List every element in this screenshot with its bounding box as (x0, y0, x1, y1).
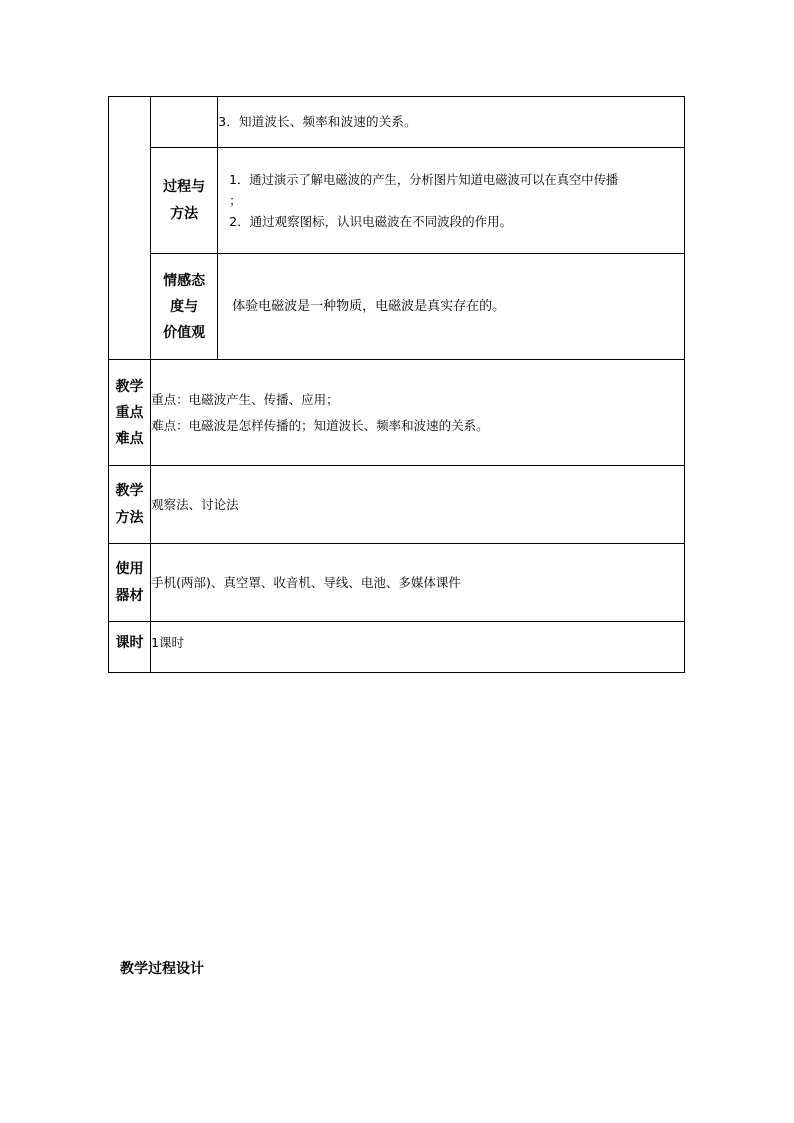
attitude-values-label (151, 254, 218, 360)
equipment-text: 手机(两部)、真空罩、收音机、导线、电池、多媒体课件 (151, 574, 461, 590)
attitude-label-line2: 度与 (170, 298, 199, 315)
equipment-label-line2: 器材 (115, 587, 144, 604)
knowledge-label-cell (151, 97, 218, 148)
equipment-label-line1: 使用 (115, 560, 144, 577)
lesson-plan-table (108, 96, 685, 673)
equipment-content (151, 544, 685, 622)
knowledge-item-3-text: 3．知道波长、频率和波速的关系。 (218, 114, 417, 129)
table-row (109, 148, 685, 254)
knowledge-item-3 (218, 97, 685, 148)
key-points-label (109, 360, 151, 466)
key-points-content (151, 360, 685, 466)
process-method-label (151, 148, 218, 254)
attitude-text: 体验电磁波是一种物质，电磁波是真实存在的。 (232, 298, 506, 314)
process-label-line2: 方法 (170, 205, 199, 222)
attitude-label-line1: 情感态 (163, 272, 206, 289)
table-row (109, 360, 685, 466)
objectives-label-cell (109, 97, 151, 360)
focus-text: 重点：电磁波产生、传播、应用； (151, 391, 339, 407)
methods-label (109, 466, 151, 544)
duration-content (151, 622, 685, 673)
equipment-label (109, 544, 151, 622)
key-points-label-line3: 难点 (115, 430, 144, 447)
attitude-label-line3: 价值观 (163, 324, 206, 341)
methods-label-line1: 教学 (115, 482, 144, 499)
methods-text: 观察法、讨论法 (151, 496, 239, 512)
process-item-2: 2．通过观察图标，认识电磁波在不同波段的作用。 (229, 213, 513, 229)
section-title: 教学过程设计 (120, 961, 204, 977)
key-points-label-line1: 教学 (115, 378, 144, 395)
table-row (109, 622, 685, 673)
duration-label (109, 622, 151, 673)
process-method-content (218, 148, 685, 254)
table-row (109, 544, 685, 622)
table-row (109, 466, 685, 544)
duration-label-text: 课时 (115, 635, 144, 651)
duration-text: 1课时 (151, 635, 185, 650)
methods-content (151, 466, 685, 544)
difficulty-text: 难点：电磁波是怎样传播的；知道波长、频率和波速的关系。 (151, 417, 489, 433)
table-row (109, 97, 685, 148)
process-label-line1: 过程与 (163, 178, 206, 195)
process-item-1: 1．通过演示了解电磁波的产生，分析图片知道电磁波可以在真空中传播 (229, 172, 619, 187)
process-item-1-tail: ； (229, 192, 242, 208)
methods-label-line2: 方法 (115, 509, 144, 526)
table-row (109, 254, 685, 360)
attitude-values-content (218, 254, 685, 360)
key-points-label-line2: 重点 (115, 404, 144, 421)
